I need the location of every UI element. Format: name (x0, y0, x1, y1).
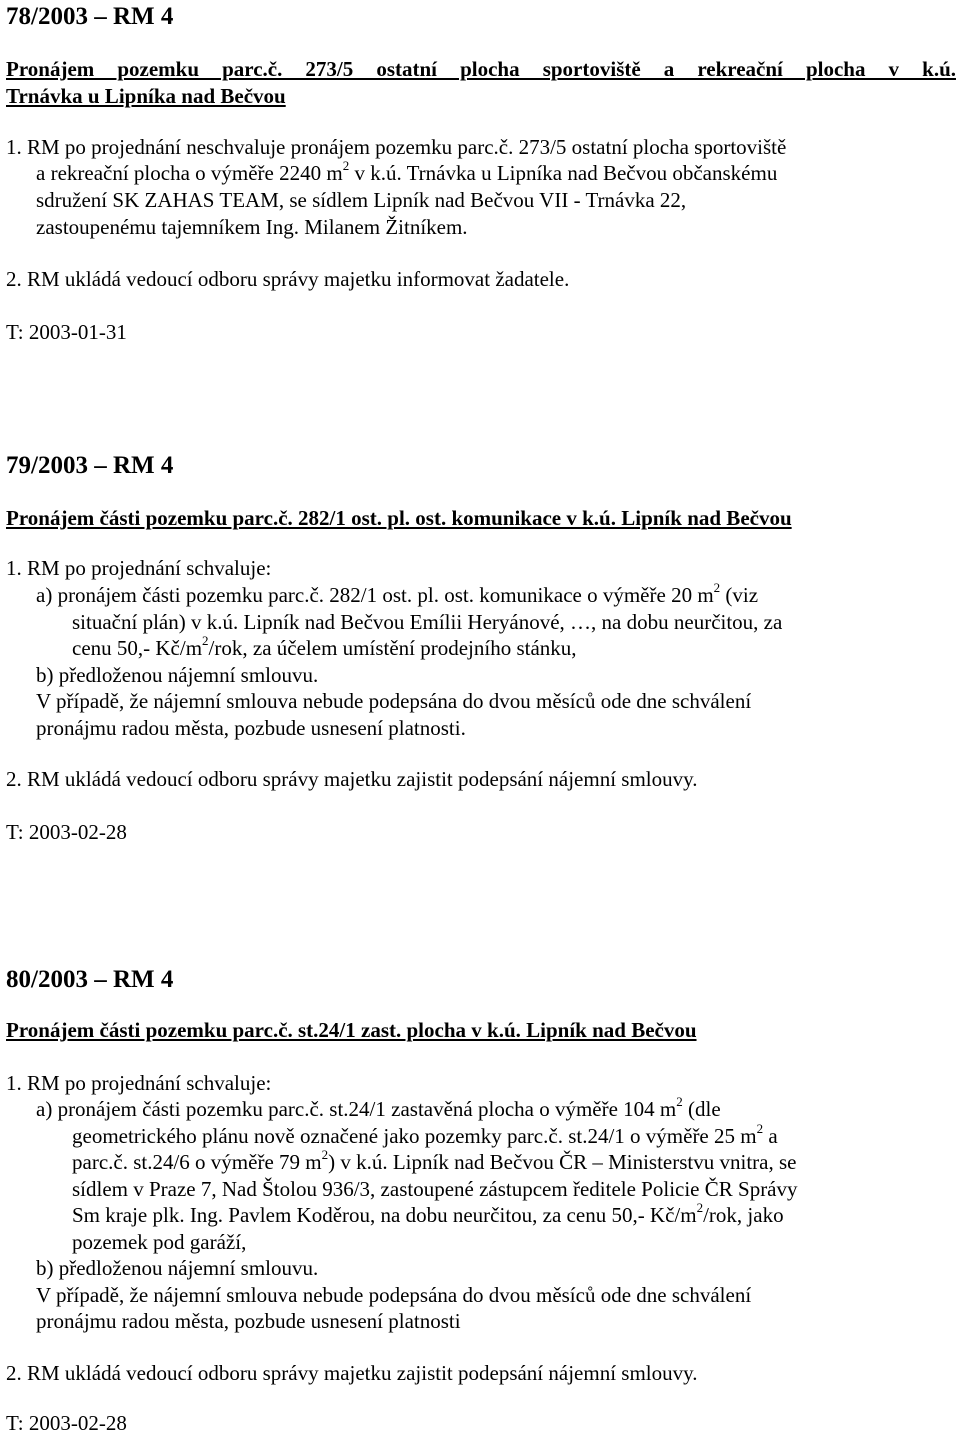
decision-1-line: sdružení SK ZAHAS TEAM, se sídlem Lipník nad Bečvou VII - Trnávka 22, (36, 188, 687, 212)
term-date: T: 2003-02-28 (6, 1411, 127, 1435)
validity-note: pronájmu radou města, pozbude usnesení platnosti (36, 1309, 461, 1333)
decision-2: 2. RM ukládá vedoucí odboru správy majetku zajistit podepsání nájemní smlouvy. (6, 1361, 698, 1385)
resolution-subject: Pronájem části pozemku parc.č. 282/1 ost. pl. ost. komunikace v k.ú. Lipník nad Bečvou (6, 506, 792, 530)
item-b: b) předloženou nájemní smlouvu. (36, 663, 319, 687)
validity-note: pronájmu radou města, pozbude usnesení platnosti. (36, 716, 466, 740)
resolution-subject: Pronájem části pozemku parc.č. st.24/1 zast. plocha v k.ú. Lipník nad Bečvou (6, 1018, 697, 1042)
term-date: T: 2003-01-31 (6, 320, 127, 344)
item-a-line: a) pronájem části pozemku parc.č. st.24/1 zastavěná plocha o výměře 104 $m^2$ (dle (36, 1094, 721, 1121)
resolution-title: 78/2003 – RM 4 (6, 3, 174, 30)
item-a-line: sídlem v Praze 7, Nad Štolou 936/3, zastoupené zástupcem ředitele Policie ČR Správy (72, 1177, 798, 1201)
decision-2: 2. RM ukládá vedoucí odboru správy majetku informovat žadatele. (6, 267, 570, 291)
decision-1-line: 1. RM po projednání neschvaluje pronájem pozemku parc.č. 273/5 ostatní plocha sportoviště (6, 135, 787, 159)
item-a-line: pozemek pod garáží, (72, 1230, 247, 1254)
resolution-title: 80/2003 – RM 4 (6, 966, 174, 993)
item-a-line: Sm kraje plk. Ing. Pavlem Koděrou, na dobu neurčitou, za cenu 50,- $Kč/m^2$/rok, jako (72, 1200, 784, 1227)
resolution-subject: Pronájem pozemku parc.č. 273/5 ostatní plocha sportoviště a rekreační plocha v k.ú. (6, 57, 956, 81)
item-a-line: cenu 50,- $Kč/m^2$/rok, za účelem umístění prodejního stánku, (72, 633, 577, 660)
resolution-subject-cont: Trnávka u Lipníka nad Bečvou (6, 84, 286, 108)
validity-note: V případě, že nájemní smlouva nebude podepsána do dvou měsíců ode dne schválení (36, 689, 752, 713)
validity-note: V případě, že nájemní smlouva nebude podepsána do dvou měsíců ode dne schválení (36, 1283, 752, 1307)
resolution-title: 79/2003 – RM 4 (6, 452, 174, 479)
decision-1-line: a rekreační plocha o výměře 2240 $m^2$ v k.ú. Trnávka u Lipníka nad Bečvou občanskému (36, 158, 778, 185)
term-date: T: 2003-02-28 (6, 820, 127, 844)
decision-2: 2. RM ukládá vedoucí odboru správy majetku zajistit podepsání nájemní smlouvy. (6, 767, 698, 791)
decision-1-heading: 1. RM po projednání schvaluje: (6, 1071, 272, 1095)
item-a-line: situační plán) v k.ú. Lipník nad Bečvou Emílii Heryánové, …, na dobu neurčitou, za (72, 610, 783, 634)
decision-1-line: zastoupenému tajemníkem Ing. Milanem Žitníkem. (36, 215, 468, 239)
decision-1-heading: 1. RM po projednání schvaluje: (6, 556, 272, 580)
item-a-line: a) pronájem části pozemku parc.č. 282/1 ost. pl. ost. komunikace o výměře 20 $m^2$ (viz (36, 580, 759, 607)
item-a-line: parc.č. st.24/6 o výměře 79 $m^2$) v k.ú. Lipník nad Bečvou ČR – Ministerstvu vnitra, se (72, 1147, 797, 1174)
item-b: b) předloženou nájemní smlouvu. (36, 1256, 319, 1280)
item-a-line: geometrického plánu nově označené jako pozemky parc.č. st.24/1 o výměře 25 $m^2$ a (72, 1121, 778, 1148)
